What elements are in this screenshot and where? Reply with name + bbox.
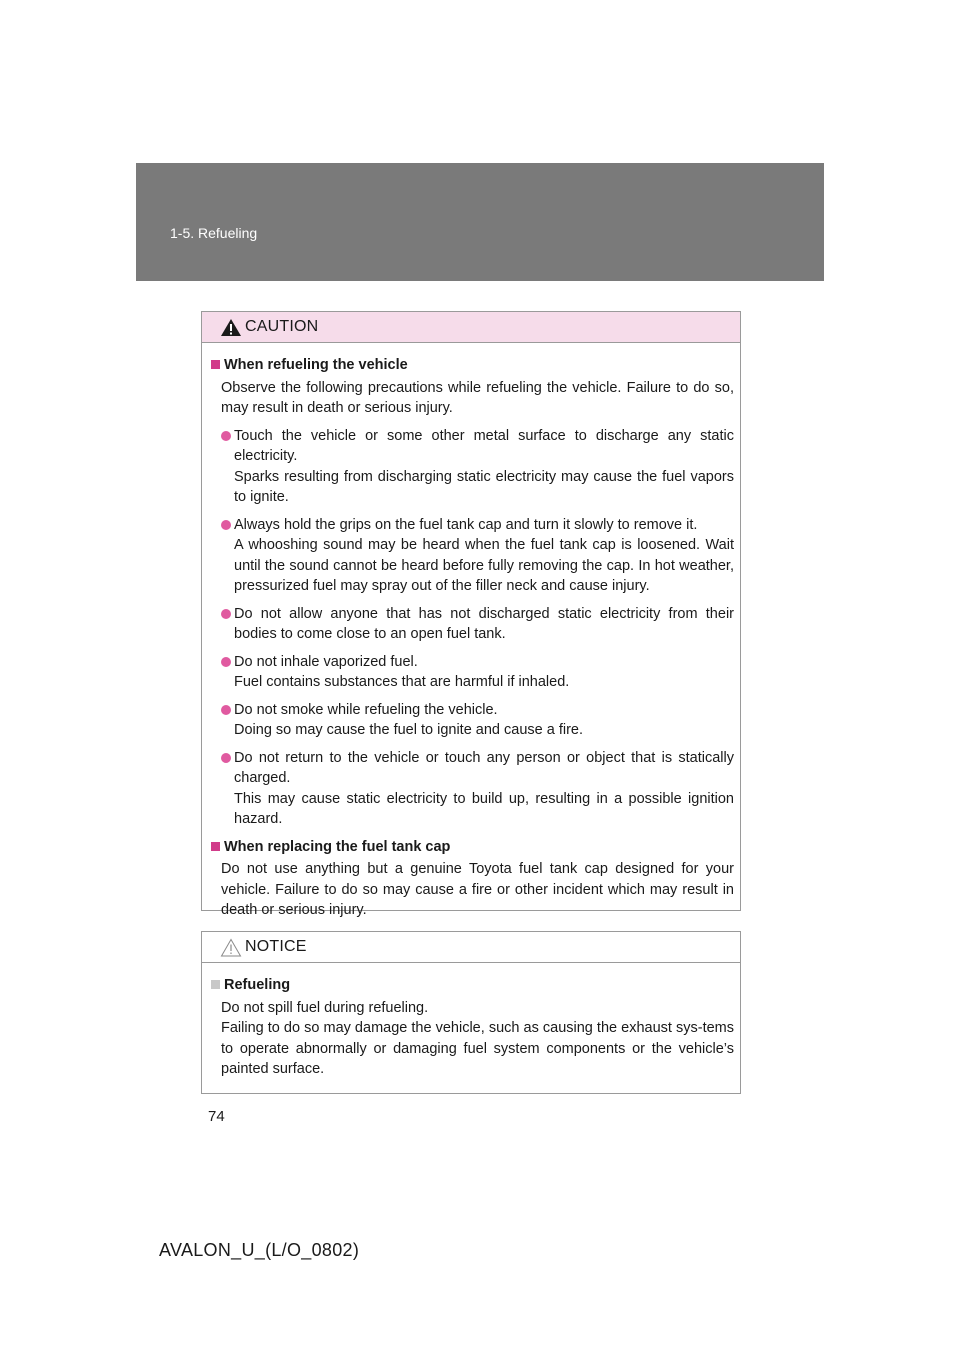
bullet-dot-icon bbox=[221, 652, 234, 662]
list-item: Do not inhale vaporized fuel. Fuel contains substances that are harmful if inhaled. bbox=[211, 652, 734, 693]
section-heading: When replacing the fuel tank cap bbox=[211, 837, 734, 858]
document-code: AVALON_U_(L/O_0802) bbox=[159, 1240, 360, 1260]
square-bullet-icon bbox=[211, 980, 220, 989]
caution-box bbox=[201, 311, 741, 918]
bullet-dot-icon bbox=[221, 748, 234, 758]
square-bullet-icon bbox=[211, 842, 220, 851]
list-item: Do not allow anyone that has not discharged static electricity from their bodies to come close to an open fuel tank. bbox=[211, 604, 734, 645]
bullet-dot-icon bbox=[221, 426, 234, 436]
paragraph: Do not spill fuel during refueling. Failing to do so may damage the vehicle, such as causing the exhaust sys-tems to operate abnormally or damaging fuel system components or the vehicle’s painted surface. bbox=[221, 999, 734, 1077]
caution-content bbox=[202, 343, 740, 921]
list-item: Do not smoke while refueling the vehicle. Doing so may cause the fuel to ignite and cause a fire. bbox=[211, 700, 734, 741]
paragraph: Observe the following precautions while refueling the vehicle. Failure to do so, may result in death or serious injury. bbox=[221, 379, 734, 416]
caution-header bbox=[202, 312, 740, 343]
warning-icon bbox=[220, 318, 242, 337]
notice-content bbox=[202, 963, 740, 1080]
section-title: 1-5. Refueling bbox=[170, 225, 258, 241]
list-item: Touch the vehicle or some other metal surface to discharge any static electricity. Sparks resulting from discharging static electricity may cause the fuel vapors to ignite. bbox=[211, 426, 734, 508]
section-heading: When refueling the vehicle bbox=[211, 355, 734, 376]
bullet-dot-icon bbox=[221, 700, 234, 710]
notice-header bbox=[202, 932, 740, 963]
warning-outline-icon bbox=[220, 938, 242, 957]
list-item: Do not return to the vehicle or touch any person or object that is statically charged. This may cause static electricity to build up, resulting in a possible ignition hazard. bbox=[211, 748, 734, 830]
paragraph: Do not use anything but a genuine Toyota fuel tank cap designed for your vehicle. Failure to do so may cause a fire or other incident which may result in death or serious injury. bbox=[221, 861, 734, 918]
bullet-dot-icon bbox=[221, 515, 234, 525]
page-header bbox=[136, 163, 824, 281]
list-item: Always hold the grips on the fuel tank cap and turn it slowly to remove it. A whooshing sound may be heard when the fuel tank cap is loosened. Wait until the sound cannot be heard before fully removing the cap. In hot weather, pressurized fuel may spray out of the filler neck and cause injury. bbox=[211, 515, 734, 597]
bullet-dot-icon bbox=[221, 604, 234, 614]
caution-label: CAUTION bbox=[245, 318, 319, 335]
notice-label: NOTICE bbox=[245, 938, 307, 955]
page-number: 74 bbox=[208, 1108, 225, 1125]
notice-box bbox=[201, 931, 741, 1094]
section-heading: Refueling bbox=[211, 975, 734, 996]
square-bullet-icon bbox=[211, 360, 220, 369]
